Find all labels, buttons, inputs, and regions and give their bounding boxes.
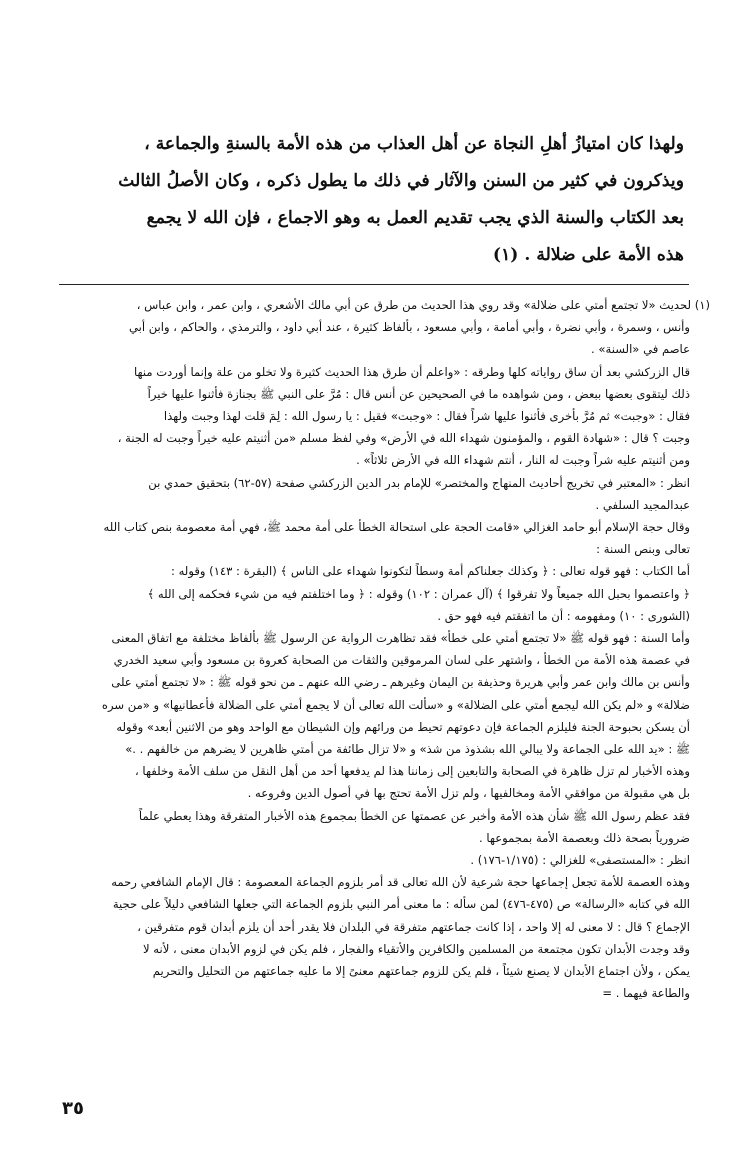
main-line: ويذكرون في كثير من السنن والآثار في ذلك ما يطول ذكره ، وكان الأصلُ الثالث bbox=[118, 171, 684, 191]
footnote-line: أن يسكن بحبوحة الجنة فليلزم الجماعة فإن دعوتهم تحيط من ورائهم وإن الشيطان مع الواحد وهو من الاثنين أبعد» وقوله bbox=[116, 719, 690, 734]
footnote-line: الإجماع ؟ قال : لا معنى له إلا واحد ، إذا كانت جماعتهم متفرقة في البلدان فلا يقدر أحد أن يلزم أبدان قوم متفرقين ، bbox=[137, 919, 690, 934]
main-text bbox=[68, 126, 684, 274]
footnote-line: انظر : «المعتبر في تخريج أحاديث المنهاج والمختصر» للإمام بدر الدين الزركشي صفحة (٥٧-٦٢) بتحقيق حمدي بن bbox=[148, 475, 690, 490]
footnote-line: فقد عظم رسول الله ﷺ شأن هذه الأمة وأخبر عن عصمتها عن الخطأ بمجموع هذه الأخبار المتفرقة وهذا يعطي علماً bbox=[138, 808, 690, 823]
footnote-line: تعالى وبنص السنة : bbox=[596, 542, 690, 557]
footnote-line: ضلالة» و «لم يكن الله ليجمع أمتي على الضلالة» و «سألت الله تعالى أن لا يجمع أمتي على الضلالة فأعطانيها» و «من سره bbox=[101, 697, 690, 712]
main-line: بعد الكتاب والسنة الذي يجب تقديم العمل به وهو الاجماع ، فإن الله لا يجمع bbox=[146, 208, 684, 228]
main-line: هذه الأمة على ضلالة . (١) bbox=[492, 245, 684, 265]
footnote-line: الله في كتابه «الرسالة» ص (٤٧٥-٤٧٦) لمن سأله : ما معنى أمر النبي بلزوم الجماعة التي جعلها الشافعي دليلاً على حجية bbox=[112, 897, 690, 912]
footnote-line: في عصمة هذه الأمة من الخطأ ، واشتهر على لسان المرموقين والثقات من الصحابة كعروة بن مسعود وأبي سعيد الخدري bbox=[113, 653, 690, 668]
footnote-line: فقال : «وجبت» ثم مُرَّ بأخرى فأثنوا عليها شراً فقال : «وجبت» فقيل : يا رسول الله : لِمَ قلت لهذا وجبت ولهذا bbox=[163, 409, 690, 424]
footnote-line: وهذه العصمة للأمة تجعل إجماعها حجة شرعية لأن الله تعالى قد أمر بلزوم الجماعة المعصومة : قال الإمام الشافعي رحمه bbox=[111, 875, 690, 890]
footnote-line: ﷺ : «يد الله على الجماعة ولا يبالي الله بشذوذ من شذ» و «لا تزال طائفة من أمتي ظاهرين لا يضرهم من خالفهم . .» bbox=[125, 742, 690, 757]
footnote-line: وهذه الأخبار لم تزل ظاهرة في الصحابة والتابعين إلى زماننا هذا لم يدفعها أحد من أهل النقل من سلف الأمة وخلفها ، bbox=[135, 764, 690, 779]
footnote-line: قال الزركشي بعد أن ساق رواياته كلها وطرقه : «واعلم أن طرق هذا الحديث كثيرة ولا تخلو من علة وإنما أوردت منها bbox=[134, 364, 690, 379]
footnote-divider bbox=[59, 284, 689, 285]
footnote-line: يمكن ، ولأن اجتماع الأبدان لا يصنع شيئاً ، فلم يكن للزوم جماعتهم معنىً إلا ما عليه جماعتهم من التحليل والتحريم bbox=[152, 964, 690, 979]
footnote-line: وقد وجدت الأبدان تكون مجتمعة من المسلمين والكافرين والأتقياء والفجار ، فلم يكن في لزوم الأبدان معنى ، لأنه لا bbox=[142, 941, 690, 956]
footnote-line: (١) لحديث «لا تجتمع أمتي على ضلالة» وقد روي هذا الحديث من طرق عن أبي مالك الأشعري ، وابن عمر ، وابن عباس ، bbox=[136, 298, 710, 312]
footnote-line: عبدالمجيد السلفي . bbox=[595, 497, 690, 512]
footnote-line: وأنس ، وسمرة ، وأبي نضرة ، وأبي أمامة ، وأبي مسعود ، بألفاظ كثيرة ، عند أبي داود ، والترمذي ، والحاكم ، وابن أبي bbox=[128, 320, 690, 335]
page-number: ٣٥ bbox=[62, 1098, 84, 1119]
footnote-line: وأما السنة : فهو قوله ﷺ «لا تجتمع أمتي على خطأ» فقد تظاهرت الرواية عن الرسول ﷺ بألفاظ مختلفة مع اتفاق المعنى bbox=[111, 631, 690, 646]
footnote-line: ضرورياً بصحة ذلك وبعصمة الأمة بمجموعها . bbox=[479, 830, 690, 845]
main-line: ولهذا كان امتيازُ أهلِ النجاة عن أهل العذاب من هذه الأمة بالسنةِ والجماعة ، bbox=[144, 134, 684, 154]
footnote-line: ذلك ليتقوى بعضها ببعض ، ومن شواهده ما في الصحيحين عن أنس قال : مُرَّ على النبي ﷺ بجنازة فأثنوا عليها خيراً bbox=[147, 386, 690, 401]
footnote-line: عاصم في «السنة» . bbox=[591, 342, 690, 357]
footnotes bbox=[22, 294, 710, 1005]
footnote-line: ﴿ واعتصموا بحبل الله جميعاً ولا تفرقوا ﴾ (آل عمران : ١٠٢) وقوله : ﴿ وما اختلفتم فيه من شيء فحكمه إلى الله ﴾ bbox=[147, 586, 690, 601]
footnote-line: والطاعة فيهما . = bbox=[602, 986, 690, 1001]
footnote-line: أما الكتاب : فهو قوله تعالى : ﴿ وكذلك جعلناكم أمة وسطاً لتكونوا شهداء على الناس ﴾ (البقرة : ١٤٣) وقوله : bbox=[171, 564, 690, 579]
footnote-line: انظر : «المستصفى» للغزالي : (١/١٧٥-١٧٦) . bbox=[470, 853, 690, 868]
footnote-line: (الشورى : ١٠) ومفهومه : أن ما اتفقتم فيه فهو حق . bbox=[437, 608, 690, 623]
footnote-line: ومن أثنيتم عليه شراً وجبت له النار ، أنتم شهداء الله في الأرض ثلاثاً» . bbox=[356, 453, 690, 468]
footnote-line: بل هي مقبولة من موافقي الأمة ومخالفيها ، ولم تزل الأمة تحتج بها في أصول الدين وفروعه . bbox=[247, 786, 690, 801]
footnote-line: وأنس بن مالك وابن عمر وأبي هريرة وحذيفة بن اليمان وغيرهم ـ رضي الله عنهم ـ من نحو قوله ﷺ : «لا تجتمع أمتي على bbox=[111, 675, 690, 690]
footnote-line: وقال حجة الإسلام أبو حامد الغزالي «قامت الحجة على استحالة الخطأ على أمة محمد ﷺ، فهي أمة معصومة بنص كتاب الله bbox=[103, 520, 690, 535]
footnote-line: وجبت ؟ قال : «شهادة القوم ، والمؤمنون شهداء الله في الأرض» وفي لفظ مسلم «من أثنيتم عليه خيراً وجبت له الجنة ، bbox=[117, 431, 690, 446]
